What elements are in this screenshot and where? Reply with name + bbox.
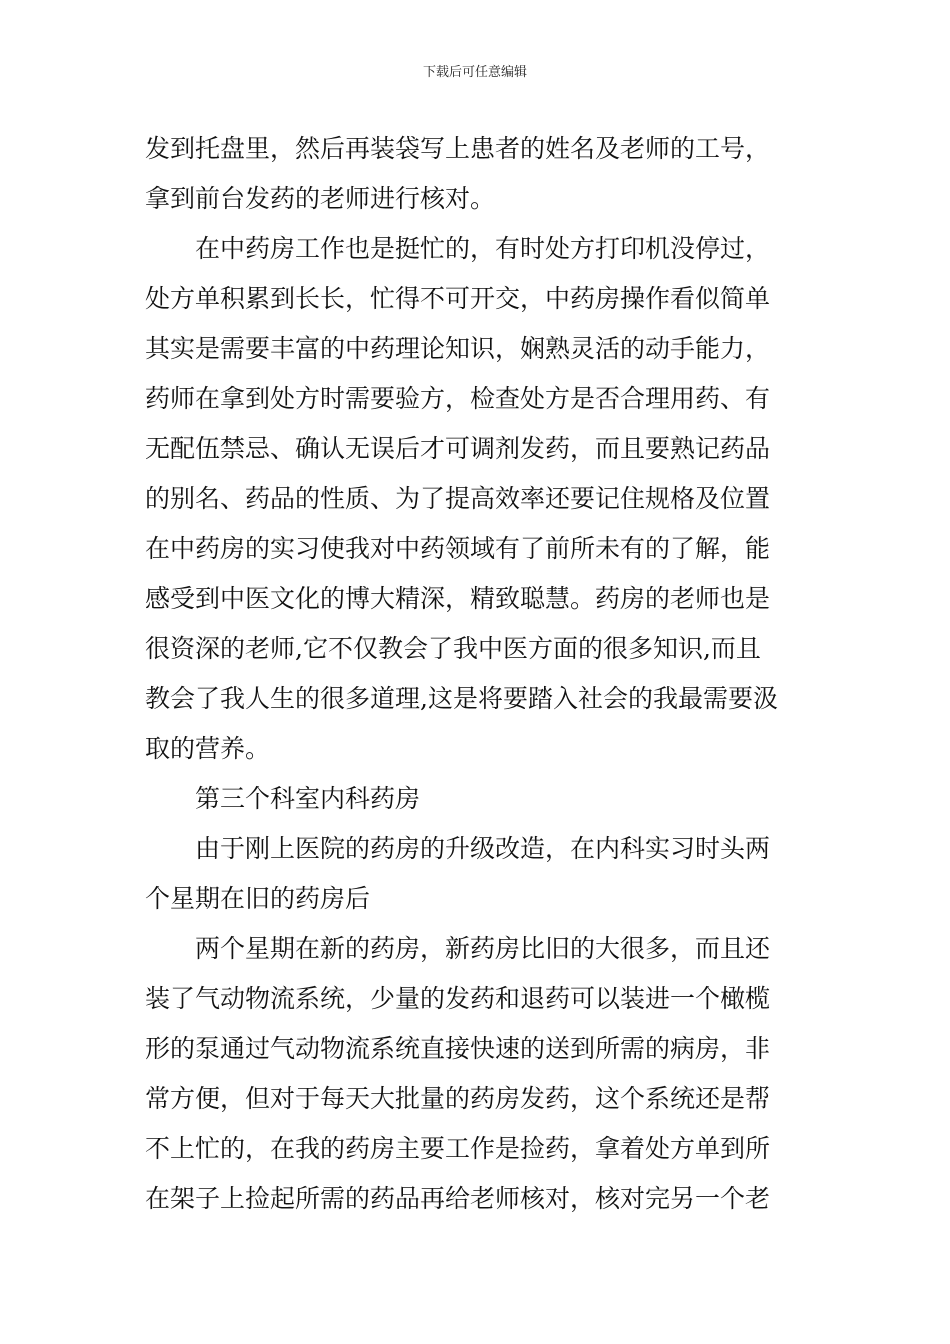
paragraph-start-line: 两个星期在新的药房，新药房比旧的大很多，而且还 — [195, 934, 771, 963]
body-line: 个星期在旧的药房后 — [145, 884, 371, 913]
body-line: 药师在拿到处方时需要验方，检查处方是否合理用药、有 — [145, 384, 771, 413]
body-line: 其实是需要丰富的中药理论知识，娴熟灵活的动手能力， — [145, 334, 771, 363]
body-line: 装了气动物流系统，少量的发药和退药可以装进一个橄榄 — [145, 984, 771, 1013]
body-line: 无配伍禁忌、确认无误后才可调剂发药，而且要熟记药品 — [145, 434, 771, 463]
body-line: 教会了我人生的很多道理,这是将要踏入社会的我最需要汲 — [145, 684, 778, 713]
body-line: 处方单积累到长长，忙得不可开交，中药房操作看似简单 — [145, 284, 771, 313]
body-line: 形的泵通过气动物流系统直接快速的送到所需的病房，非 — [145, 1034, 771, 1063]
paragraph-start-line: 由于刚上医院的药房的升级改造，在内科实习时头两 — [195, 834, 771, 863]
body-line: 发到托盘里，然后再装袋写上患者的姓名及老师的工号， — [145, 134, 771, 163]
page-header: 下载后可任意编辑 — [422, 65, 527, 80]
body-line: 的别名、药品的性质、为了提高效率还要记住规格及位置 — [145, 484, 771, 513]
section-heading: 第三个科室内科药房 — [195, 784, 421, 813]
body-line: 感受到中医文化的博大精深，精致聪慧。药房的老师也是 — [145, 584, 771, 613]
body-line: 拿到前台发药的老师进行核对。 — [145, 184, 496, 213]
body-line: 不上忙的，在我的药房主要工作是捡药，拿着处方单到所 — [145, 1134, 771, 1163]
body-line: 很资深的老师,它不仅教会了我中医方面的很多知识,而且 — [145, 634, 761, 663]
body-line: 在中药房的实习使我对中药领域有了前所未有的了解，能 — [145, 534, 771, 563]
body-line: 取的营养。 — [145, 734, 271, 763]
body-line: 在架子上捡起所需的药品再给老师核对，核对完另一个老 — [145, 1184, 771, 1213]
body-line: 常方便，但对于每天大批量的药房发药，这个系统还是帮 — [145, 1084, 771, 1113]
document-body — [145, 124, 810, 1224]
paragraph-start-line: 在中药房工作也是挺忙的，有时处方打印机没停过， — [195, 234, 771, 263]
